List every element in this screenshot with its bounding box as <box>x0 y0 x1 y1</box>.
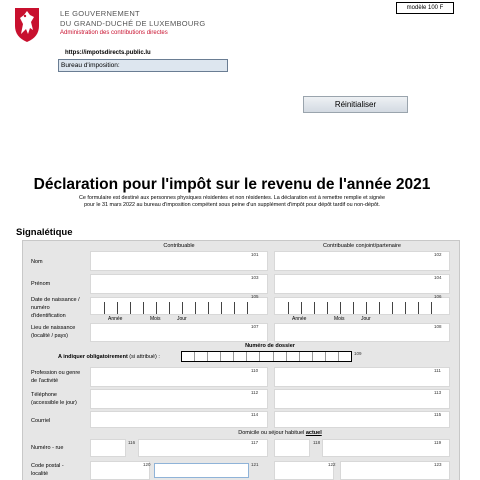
subtitle-line2: pour le 31 mars 2022 au bureau d'imposition compétent sous peine d'un supplément d'impôt pour dépôt tardif ou non-dépôt. <box>84 202 380 208</box>
profession-partner-field[interactable] <box>274 367 450 387</box>
postal-code-field[interactable] <box>90 461 150 480</box>
domicile-heading <box>190 430 370 436</box>
lion-crest-icon <box>10 4 44 44</box>
code-104: 104 <box>434 275 442 280</box>
code-107: 107 <box>251 324 259 329</box>
label-profession-line2: de l'activité <box>31 378 59 384</box>
code-111: 111 <box>434 368 441 373</box>
label-birth-line3: d'identification <box>31 313 66 319</box>
label-postal-line2: localité <box>31 471 49 477</box>
label-courriel: Courriel <box>31 418 51 424</box>
birth-id-partner-field[interactable] <box>274 297 450 315</box>
code-123: 123 <box>434 462 442 467</box>
label-month-partner: Mois <box>334 316 345 322</box>
domicile-prefix: Domicile ou séjour habituel <box>238 430 306 436</box>
prenom-partner-field[interactable] <box>274 274 450 294</box>
dossier-label-bold: A indiquer obligatoirement <box>58 354 128 360</box>
code-108: 108 <box>434 324 442 329</box>
street-field[interactable] <box>138 439 268 457</box>
subtitle-line1: Ce formulaire est destiné aux personnes physiques résidentes et non résidentes. La déclaration est à remettre remplie et signée <box>79 195 385 201</box>
code-116: 116 <box>128 440 136 445</box>
model-badge: modèle 100 F <box>396 2 454 14</box>
nom-field[interactable] <box>90 251 268 271</box>
code-120: 120 <box>143 462 151 467</box>
dossier-heading: Numéro de dossier <box>245 343 295 349</box>
label-phone-line2: (accessible le jour) <box>31 400 77 406</box>
birth-id-field[interactable] <box>90 297 268 315</box>
email-field[interactable] <box>90 411 268 428</box>
label-birthplace-line2: (localité / pays) <box>31 333 68 339</box>
label-birth-line1: Date de naissance / <box>31 297 80 303</box>
label-year-partner: Année <box>292 316 307 322</box>
label-nom: Nom <box>31 259 43 265</box>
nom-partner-field[interactable] <box>274 251 450 271</box>
code-112: 112 <box>251 390 259 395</box>
dossier-number-field[interactable] <box>181 351 352 362</box>
label-year: Année <box>108 316 123 322</box>
code-113: 113 <box>434 390 442 395</box>
street-partner-field[interactable] <box>322 439 450 457</box>
dossier-label-rest: (si attribué) : <box>127 354 160 360</box>
label-postal-line1: Code postal - <box>31 463 64 469</box>
gov-title-line1: LE GOUVERNEMENT <box>60 9 140 18</box>
website-url[interactable]: https://impotsdirects.public.lu <box>65 50 151 56</box>
label-birthplace-line1: Lieu de naissance <box>31 325 76 331</box>
code-105: 105 <box>251 294 259 299</box>
label-phone-line1: Téléphone <box>31 392 57 398</box>
label-profession-line1: Profession ou genre <box>31 370 81 376</box>
bureau-imposition-field[interactable]: Bureau d'imposition: <box>58 59 228 72</box>
label-day-partner: Jour <box>361 316 371 322</box>
gov-title-line2: DU GRAND-DUCHÉ DE LUXEMBOURG <box>60 19 206 28</box>
code-122: 122 <box>328 462 336 467</box>
code-115: 115 <box>434 412 442 417</box>
dossier-label <box>58 354 160 361</box>
code-103: 103 <box>251 275 259 280</box>
birthplace-field[interactable] <box>90 323 268 342</box>
column-header-partner: Contribuable conjoint/partenaire <box>323 243 401 249</box>
phone-field[interactable] <box>90 389 268 409</box>
profession-field[interactable] <box>90 367 268 387</box>
code-121: 121 <box>251 462 259 467</box>
code-118: 118 <box>313 440 321 445</box>
page-title: Déclaration pour l'impôt sur le revenu de l'année 2021 <box>33 176 431 193</box>
code-109: 109 <box>354 351 362 356</box>
code-119: 119 <box>434 440 442 445</box>
code-106: 106 <box>434 294 442 299</box>
domicile-bold: actuel <box>305 430 322 436</box>
code-110: 110 <box>251 368 259 373</box>
postal-code-partner-field[interactable] <box>274 461 334 480</box>
prenom-field[interactable] <box>90 274 268 294</box>
gov-administration: Administration des contributions directes <box>60 30 168 36</box>
code-101: 101 <box>251 252 259 257</box>
column-header-taxpayer: Contribuable <box>163 243 195 249</box>
code-114: 114 <box>251 412 259 417</box>
label-street: Numéro - rue <box>31 445 64 451</box>
label-month: Mois <box>150 316 161 322</box>
label-prenom: Prénom <box>31 281 51 287</box>
phone-partner-field[interactable] <box>274 389 450 409</box>
reset-button[interactable]: Réinitialiser <box>303 96 408 113</box>
street-number-field[interactable] <box>90 439 126 457</box>
email-partner-field[interactable] <box>274 411 450 428</box>
label-day: Jour <box>177 316 187 322</box>
locality-field[interactable] <box>154 463 249 478</box>
section-heading-signaletique: Signalétique <box>16 227 73 238</box>
label-birth-line2: numéro <box>31 305 50 311</box>
birthplace-partner-field[interactable] <box>274 323 450 342</box>
code-117: 117 <box>251 440 259 445</box>
code-102: 102 <box>434 252 442 257</box>
street-number-partner-field[interactable] <box>274 439 310 457</box>
